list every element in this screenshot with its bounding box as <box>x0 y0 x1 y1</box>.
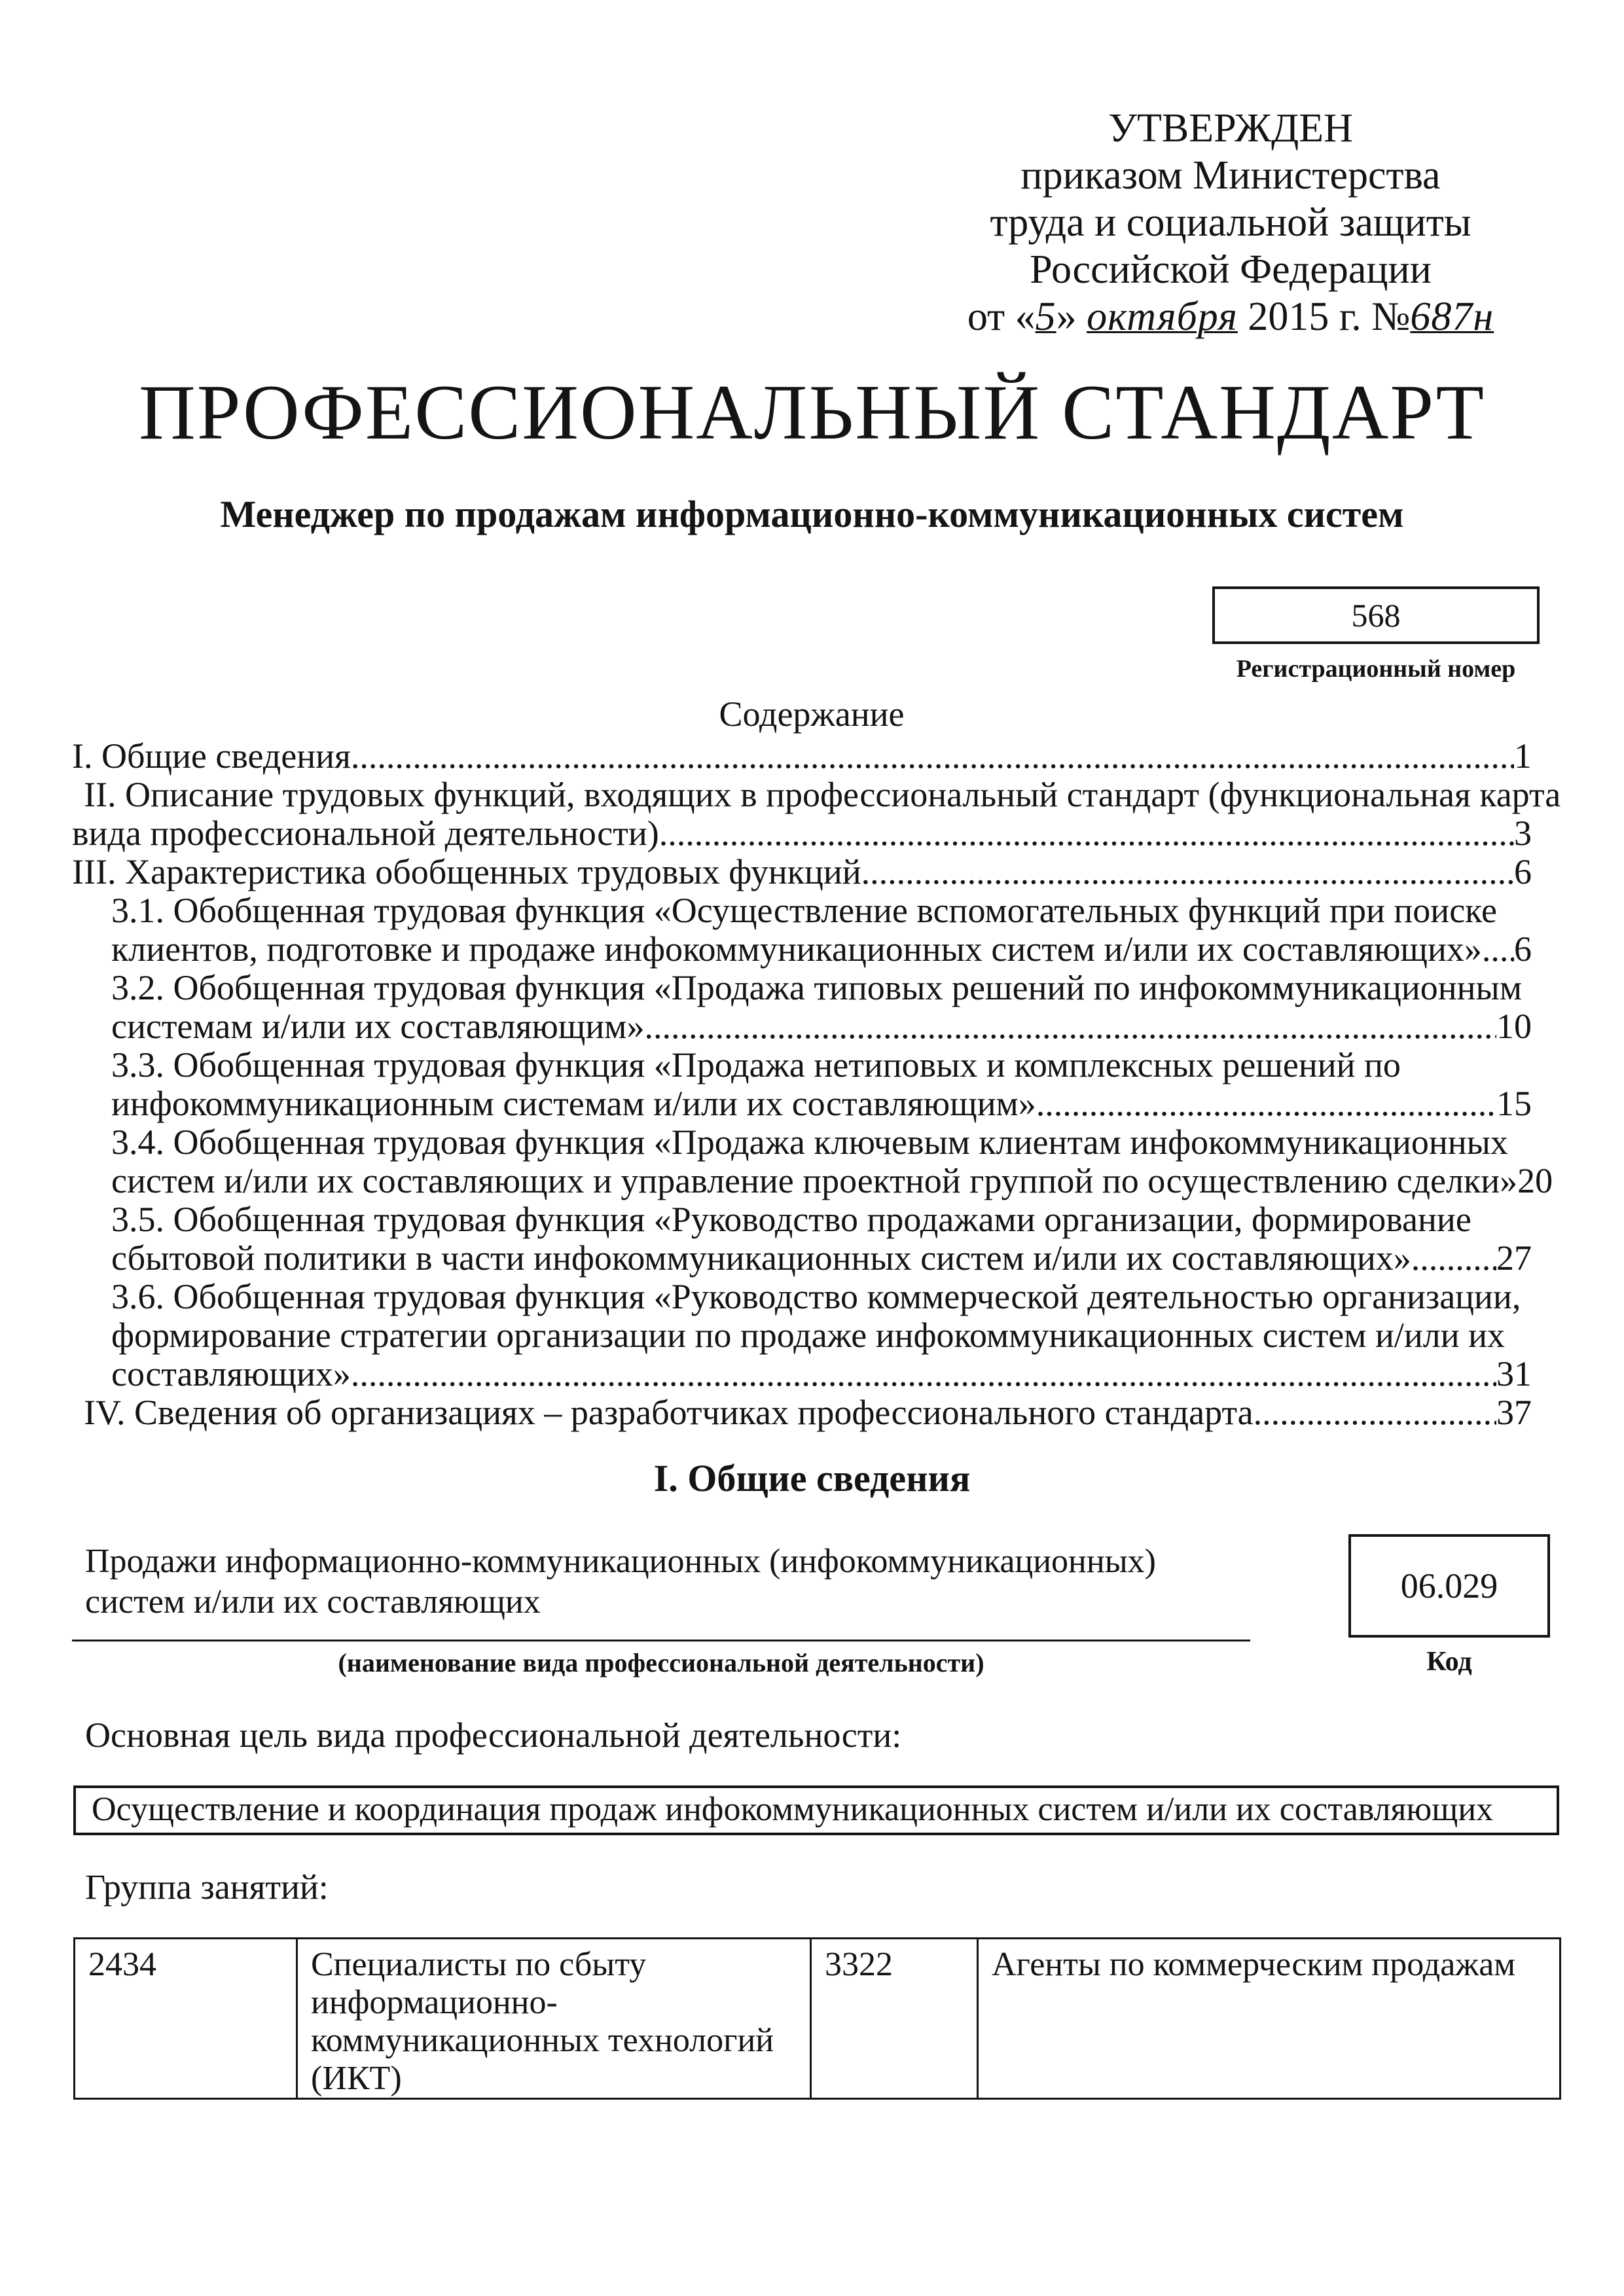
activity-code-label: Код <box>1426 1647 1472 1677</box>
toc-heading: Содержание <box>719 694 905 734</box>
divider <box>72 1640 1250 1641</box>
toc-item-line: 3.1. Обобщенная трудовая функция «Осуществление вспомогательных функций при поиске <box>111 891 1498 930</box>
group-code-cell: 3322 <box>811 1939 978 2099</box>
toc-item[interactable]: системам и/или их составляющим» ..... 10 <box>72 1007 1532 1046</box>
toc-page: 15 <box>1496 1084 1532 1123</box>
approval-title: УТВЕРЖДЕН <box>1108 106 1353 151</box>
group-name-cell: Специалисты по сбыту информационно-коммуникационных технологий (ИКТ) <box>297 1939 811 2099</box>
toc-item[interactable]: вида профессиональной деятельности) ..... 3 <box>72 814 1532 853</box>
goal-label: Основная цель вида профессиональной деятельности: <box>85 1715 902 1755</box>
toc-page: 20 <box>1517 1161 1553 1200</box>
approval-line: Российской Федерации <box>1030 247 1432 292</box>
toc-item[interactable]: сбытовой политики в части инфокоммуникационных систем и/или их составляющих» ..... 27 <box>72 1239 1532 1278</box>
toc-item[interactable]: III. Характеристика обобщенных трудовых функций ..... 6 <box>72 853 1532 891</box>
toc-page: 6 <box>1514 852 1532 891</box>
group-code-cell: 2434 <box>75 1939 297 2099</box>
toc-item-line: формирование стратегии организации по продаже инфокоммуникационных систем и/или их <box>111 1316 1505 1355</box>
handwritten-day: 5 <box>1035 295 1056 339</box>
table-row <box>75 1939 1561 2099</box>
toc-page: 3 <box>1514 814 1532 853</box>
activity-name-line: Продажи информационно-коммуникационных (инфокоммуникационных) <box>85 1543 1156 1580</box>
toc-page: 37 <box>1496 1393 1532 1432</box>
registration-number-box: 568 <box>1212 586 1540 644</box>
toc-item[interactable]: инфокоммуникационным системам и/или их составляющим» ..... 15 <box>72 1085 1532 1123</box>
activity-code-box: 06.029 <box>1348 1534 1550 1638</box>
toc-page: 6 <box>1514 929 1532 969</box>
toc-item[interactable]: IV. Сведения об организациях – разработчиках профессионального стандарта ..... 37 <box>72 1393 1532 1432</box>
table-of-contents <box>72 736 1561 1432</box>
goal-box: Осуществление и координация продаж инфокоммуникационных систем и/или их составляющих <box>73 1785 1559 1835</box>
approval-date-line <box>903 293 1558 340</box>
approval-line: труда и социальной защиты <box>990 200 1471 245</box>
toc-page: 31 <box>1496 1354 1532 1393</box>
occupation-group-label: Группа занятий: <box>85 1867 329 1907</box>
activity-name <box>85 1541 1250 1623</box>
document-subtitle: Менеджер по продажам информационно-коммуникационных систем <box>220 493 1404 535</box>
date-year: 2015 г. № <box>1248 295 1411 339</box>
toc-item-line: 3.2. Обобщенная трудовая функция «Продажа типовых решений по инфокоммуникационным <box>111 968 1522 1007</box>
toc-item-line: II. Описание трудовых функций, входящих в профессиональный стандарт (функциональная карта <box>84 775 1561 814</box>
toc-page: 1 <box>1514 736 1532 776</box>
toc-item[interactable]: систем и/или их составляющих и управление проектной группой по осуществлению сделки» 20 <box>111 1161 1553 1200</box>
group-name-cell: Агенты по коммерческим продажам <box>978 1939 1561 2099</box>
registration-number-label: Регистрационный номер <box>1236 655 1516 683</box>
approval-line: приказом Министерства <box>1020 153 1441 198</box>
activity-name-line: систем и/или их составляющих <box>85 1583 541 1621</box>
document-title: ПРОФЕССИОНАЛЬНЫЙ СТАНДАРТ <box>139 368 1485 456</box>
approval-block <box>903 105 1558 340</box>
toc-page: 10 <box>1496 1007 1532 1046</box>
date-mid: » <box>1056 295 1077 339</box>
handwritten-order-number: 687н <box>1410 295 1494 339</box>
toc-page: 27 <box>1496 1238 1532 1278</box>
section-title: I. Общие сведения <box>653 1457 971 1499</box>
handwritten-month: октября <box>1087 295 1238 339</box>
toc-item[interactable]: составляющих» ..... 31 <box>72 1355 1532 1393</box>
toc-item[interactable]: клиентов, подготовке и продаже инфокоммуникационных систем и/или их составляющих» ..... 6 <box>72 930 1532 969</box>
toc-item-line: 3.4. Обобщенная трудовая функция «Продажа ключевым клиентам инфокоммуникационных <box>111 1122 1508 1162</box>
activity-caption: (наименование вида профессиональной деятельности) <box>338 1648 984 1677</box>
date-prefix: от « <box>967 295 1036 339</box>
occupation-group-table <box>73 1937 1561 2100</box>
toc-item[interactable]: I. Общие сведения ..... 1 <box>72 737 1532 776</box>
toc-item-line: 3.3. Обобщенная трудовая функция «Продажа нетиповых и комплексных решений по <box>111 1045 1401 1085</box>
toc-item-line: 3.6. Обобщенная трудовая функция «Руководство коммерческой деятельностью организации, <box>111 1277 1521 1316</box>
toc-item-line: 3.5. Обобщенная трудовая функция «Руководство продажами организации, формирование <box>111 1200 1471 1239</box>
